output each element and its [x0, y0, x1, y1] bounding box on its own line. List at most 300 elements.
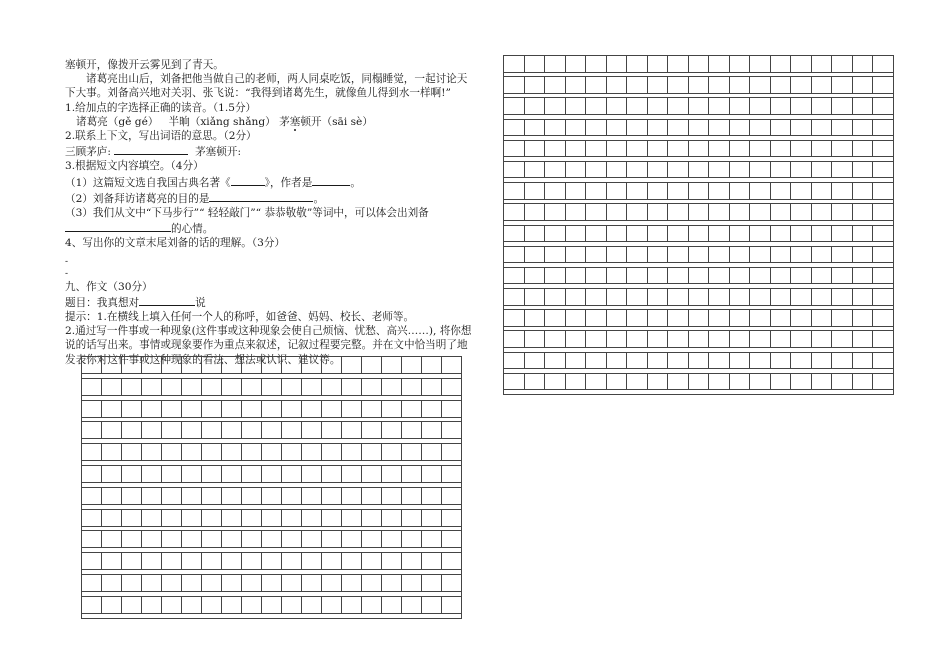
- grid-cell[interactable]: [402, 357, 422, 374]
- grid-cell[interactable]: [771, 331, 792, 348]
- grid-cell[interactable]: [812, 183, 833, 200]
- grid-cell[interactable]: [853, 183, 874, 200]
- grid-cell[interactable]: [302, 488, 322, 505]
- grid-cell[interactable]: [342, 422, 362, 439]
- grid-cell[interactable]: [791, 98, 812, 115]
- grid-cell[interactable]: [122, 401, 142, 418]
- grid-cell[interactable]: [162, 597, 182, 614]
- grid-cell[interactable]: [302, 575, 322, 592]
- grid-cell[interactable]: [668, 162, 689, 179]
- grid-cell[interactable]: [442, 466, 462, 483]
- grid-cell[interactable]: [832, 141, 853, 158]
- grid-cell[interactable]: [342, 575, 362, 592]
- grid-cell[interactable]: [730, 353, 751, 370]
- grid-cell[interactable]: [750, 331, 771, 348]
- grid-cell[interactable]: [791, 374, 812, 391]
- grid-cell[interactable]: [812, 310, 833, 327]
- grid-cell[interactable]: [648, 353, 669, 370]
- grid-cell[interactable]: [832, 353, 853, 370]
- grid-cell[interactable]: [222, 466, 242, 483]
- grid-cell[interactable]: [102, 597, 122, 614]
- grid-cell[interactable]: [262, 553, 282, 570]
- grid-cell[interactable]: [853, 247, 874, 264]
- grid-cell[interactable]: [222, 422, 242, 439]
- grid-cell[interactable]: [382, 531, 402, 548]
- grid-cell[interactable]: [730, 120, 751, 137]
- grid-cell[interactable]: [442, 379, 462, 396]
- grid-cell[interactable]: [182, 466, 202, 483]
- grid-cell[interactable]: [302, 444, 322, 461]
- grid-cell[interactable]: [82, 422, 102, 439]
- grid-cell[interactable]: [362, 488, 382, 505]
- grid-cell[interactable]: [853, 353, 874, 370]
- grid-cell[interactable]: [122, 575, 142, 592]
- grid-cell[interactable]: [627, 268, 648, 285]
- grid-cell[interactable]: [545, 141, 566, 158]
- grid-cell[interactable]: [182, 553, 202, 570]
- grid-cell[interactable]: [566, 374, 587, 391]
- grid-cell[interactable]: [242, 357, 262, 374]
- grid-cell[interactable]: [402, 531, 422, 548]
- grid-cell[interactable]: [668, 331, 689, 348]
- grid-cell[interactable]: [202, 357, 222, 374]
- grid-cell[interactable]: [102, 531, 122, 548]
- grid-cell[interactable]: [627, 289, 648, 306]
- grid-cell[interactable]: [442, 401, 462, 418]
- grid-cell[interactable]: [648, 141, 669, 158]
- grid-cell[interactable]: [262, 575, 282, 592]
- grid-cell[interactable]: [322, 401, 342, 418]
- grid-cell[interactable]: [709, 268, 730, 285]
- grid-cell[interactable]: [853, 374, 874, 391]
- grid-cell[interactable]: [545, 331, 566, 348]
- grid-cell[interactable]: [648, 120, 669, 137]
- grid-cell[interactable]: [525, 141, 546, 158]
- grid-cell[interactable]: [771, 353, 792, 370]
- grid-cell[interactable]: [709, 183, 730, 200]
- grid-cell[interactable]: [242, 422, 262, 439]
- grid-cell[interactable]: [142, 466, 162, 483]
- grid-cell[interactable]: [873, 183, 894, 200]
- grid-cell[interactable]: [282, 488, 302, 505]
- grid-cell[interactable]: [873, 98, 894, 115]
- grid-cell[interactable]: [730, 226, 751, 243]
- grid-cell[interactable]: [709, 353, 730, 370]
- grid-cell[interactable]: [504, 56, 525, 73]
- grid-cell[interactable]: [504, 353, 525, 370]
- grid-cell[interactable]: [82, 553, 102, 570]
- grid-cell[interactable]: [322, 553, 342, 570]
- grid-cell[interactable]: [689, 120, 710, 137]
- grid-cell[interactable]: [422, 531, 442, 548]
- grid-cell[interactable]: [82, 488, 102, 505]
- grid-cell[interactable]: [771, 310, 792, 327]
- grid-cell[interactable]: [586, 374, 607, 391]
- grid-cell[interactable]: [162, 531, 182, 548]
- grid-cell[interactable]: [566, 183, 587, 200]
- grid-cell[interactable]: [242, 488, 262, 505]
- grid-cell[interactable]: [442, 488, 462, 505]
- grid-cell[interactable]: [812, 374, 833, 391]
- grid-cell[interactable]: [566, 353, 587, 370]
- grid-cell[interactable]: [812, 141, 833, 158]
- grid-cell[interactable]: [162, 422, 182, 439]
- grid-cell[interactable]: [832, 374, 853, 391]
- grid-cell[interactable]: [545, 77, 566, 94]
- grid-cell[interactable]: [322, 422, 342, 439]
- grid-cell[interactable]: [202, 401, 222, 418]
- grid-cell[interactable]: [812, 204, 833, 221]
- grid-cell[interactable]: [689, 204, 710, 221]
- grid-cell[interactable]: [873, 353, 894, 370]
- grid-cell[interactable]: [122, 553, 142, 570]
- grid-cell[interactable]: [82, 575, 102, 592]
- grid-cell[interactable]: [607, 141, 628, 158]
- grid-cell[interactable]: [791, 268, 812, 285]
- grid-cell[interactable]: [182, 422, 202, 439]
- grid-cell[interactable]: [730, 183, 751, 200]
- grid-cell[interactable]: [242, 575, 262, 592]
- grid-cell[interactable]: [730, 56, 751, 73]
- grid-cell[interactable]: [142, 488, 162, 505]
- grid-cell[interactable]: [750, 374, 771, 391]
- grid-cell[interactable]: [382, 401, 402, 418]
- grid-cell[interactable]: [771, 204, 792, 221]
- grid-cell[interactable]: [709, 331, 730, 348]
- grid-cell[interactable]: [82, 510, 102, 527]
- grid-cell[interactable]: [873, 77, 894, 94]
- grid-cell[interactable]: [504, 268, 525, 285]
- grid-cell[interactable]: [442, 422, 462, 439]
- grid-cell[interactable]: [791, 310, 812, 327]
- grid-cell[interactable]: [566, 204, 587, 221]
- grid-cell[interactable]: [402, 444, 422, 461]
- grid-cell[interactable]: [771, 268, 792, 285]
- grid-cell[interactable]: [182, 444, 202, 461]
- grid-cell[interactable]: [566, 120, 587, 137]
- grid-cell[interactable]: [709, 247, 730, 264]
- grid-cell[interactable]: [282, 379, 302, 396]
- grid-cell[interactable]: [82, 531, 102, 548]
- grid-cell[interactable]: [812, 268, 833, 285]
- grid-cell[interactable]: [873, 331, 894, 348]
- grid-cell[interactable]: [627, 162, 648, 179]
- grid-cell[interactable]: [648, 226, 669, 243]
- grid-cell[interactable]: [832, 120, 853, 137]
- grid-cell[interactable]: [545, 226, 566, 243]
- grid-cell[interactable]: [750, 98, 771, 115]
- grid-cell[interactable]: [566, 289, 587, 306]
- grid-cell[interactable]: [282, 553, 302, 570]
- grid-cell[interactable]: [222, 357, 242, 374]
- grid-cell[interactable]: [750, 247, 771, 264]
- grid-cell[interactable]: [607, 247, 628, 264]
- grid-cell[interactable]: [242, 401, 262, 418]
- feeling-blank[interactable]: [65, 220, 171, 232]
- grid-cell[interactable]: [82, 597, 102, 614]
- grid-cell[interactable]: [607, 204, 628, 221]
- grid-cell[interactable]: [102, 357, 122, 374]
- grid-cell[interactable]: [607, 353, 628, 370]
- grid-cell[interactable]: [730, 162, 751, 179]
- grid-cell[interactable]: [586, 226, 607, 243]
- grid-cell[interactable]: [142, 575, 162, 592]
- grid-cell[interactable]: [771, 98, 792, 115]
- grid-cell[interactable]: [222, 401, 242, 418]
- grid-cell[interactable]: [832, 56, 853, 73]
- grid-cell[interactable]: [504, 226, 525, 243]
- answer-blank[interactable]: [114, 143, 188, 155]
- grid-cell[interactable]: [504, 120, 525, 137]
- grid-cell[interactable]: [607, 331, 628, 348]
- grid-cell[interactable]: [442, 444, 462, 461]
- grid-cell[interactable]: [202, 422, 222, 439]
- grid-cell[interactable]: [82, 444, 102, 461]
- grid-cell[interactable]: [362, 379, 382, 396]
- grid-cell[interactable]: [442, 531, 462, 548]
- grid-cell[interactable]: [689, 226, 710, 243]
- grid-cell[interactable]: [832, 77, 853, 94]
- grid-cell[interactable]: [545, 204, 566, 221]
- grid-cell[interactable]: [322, 357, 342, 374]
- grid-cell[interactable]: [812, 98, 833, 115]
- grid-cell[interactable]: [282, 466, 302, 483]
- grid-cell[interactable]: [668, 141, 689, 158]
- grid-cell[interactable]: [302, 531, 322, 548]
- grid-cell[interactable]: [832, 162, 853, 179]
- grid-cell[interactable]: [122, 379, 142, 396]
- grid-cell[interactable]: [627, 77, 648, 94]
- grid-cell[interactable]: [342, 401, 362, 418]
- grid-cell[interactable]: [182, 488, 202, 505]
- grid-cell[interactable]: [302, 597, 322, 614]
- grid-cell[interactable]: [504, 247, 525, 264]
- grid-cell[interactable]: [525, 56, 546, 73]
- grid-cell[interactable]: [282, 401, 302, 418]
- grid-cell[interactable]: [262, 422, 282, 439]
- grid-cell[interactable]: [222, 597, 242, 614]
- grid-cell[interactable]: [853, 162, 874, 179]
- grid-cell[interactable]: [162, 488, 182, 505]
- grid-cell[interactable]: [730, 204, 751, 221]
- grid-cell[interactable]: [342, 466, 362, 483]
- grid-cell[interactable]: [689, 247, 710, 264]
- grid-cell[interactable]: [402, 510, 422, 527]
- grid-cell[interactable]: [689, 56, 710, 73]
- grid-cell[interactable]: [566, 310, 587, 327]
- grid-cell[interactable]: [122, 444, 142, 461]
- grid-cell[interactable]: [162, 357, 182, 374]
- grid-cell[interactable]: [709, 374, 730, 391]
- grid-cell[interactable]: [668, 268, 689, 285]
- grid-cell[interactable]: [102, 553, 122, 570]
- grid-cell[interactable]: [791, 183, 812, 200]
- grid-cell[interactable]: [771, 183, 792, 200]
- grid-cell[interactable]: [791, 353, 812, 370]
- grid-cell[interactable]: [545, 289, 566, 306]
- grid-cell[interactable]: [102, 401, 122, 418]
- grid-cell[interactable]: [162, 510, 182, 527]
- grid-cell[interactable]: [627, 98, 648, 115]
- grid-cell[interactable]: [832, 268, 853, 285]
- grid-cell[interactable]: [627, 310, 648, 327]
- grid-cell[interactable]: [832, 247, 853, 264]
- grid-cell[interactable]: [771, 77, 792, 94]
- grid-cell[interactable]: [342, 357, 362, 374]
- grid-cell[interactable]: [545, 183, 566, 200]
- grid-cell[interactable]: [586, 268, 607, 285]
- grid-cell[interactable]: [607, 98, 628, 115]
- grid-cell[interactable]: [545, 120, 566, 137]
- grid-cell[interactable]: [422, 444, 442, 461]
- grid-cell[interactable]: [382, 444, 402, 461]
- grid-cell[interactable]: [202, 379, 222, 396]
- grid-cell[interactable]: [162, 575, 182, 592]
- grid-cell[interactable]: [402, 379, 422, 396]
- grid-cell[interactable]: [545, 247, 566, 264]
- grid-cell[interactable]: [382, 597, 402, 614]
- grid-cell[interactable]: [262, 597, 282, 614]
- grid-cell[interactable]: [627, 374, 648, 391]
- composition-grid-right[interactable]: [503, 55, 894, 395]
- grid-cell[interactable]: [586, 310, 607, 327]
- grid-cell[interactable]: [342, 531, 362, 548]
- grid-cell[interactable]: [222, 553, 242, 570]
- grid-cell[interactable]: [627, 141, 648, 158]
- grid-cell[interactable]: [504, 289, 525, 306]
- composition-grid-left[interactable]: [81, 356, 462, 619]
- grid-cell[interactable]: [627, 183, 648, 200]
- grid-cell[interactable]: [648, 77, 669, 94]
- grid-cell[interactable]: [750, 56, 771, 73]
- grid-cell[interactable]: [607, 56, 628, 73]
- grid-cell[interactable]: [242, 597, 262, 614]
- grid-cell[interactable]: [382, 422, 402, 439]
- grid-cell[interactable]: [422, 401, 442, 418]
- grid-cell[interactable]: [709, 310, 730, 327]
- grid-cell[interactable]: [668, 204, 689, 221]
- grid-cell[interactable]: [730, 268, 751, 285]
- grid-cell[interactable]: [607, 374, 628, 391]
- grid-cell[interactable]: [525, 226, 546, 243]
- grid-cell[interactable]: [504, 162, 525, 179]
- grid-cell[interactable]: [648, 162, 669, 179]
- grid-cell[interactable]: [668, 56, 689, 73]
- grid-cell[interactable]: [689, 98, 710, 115]
- grid-cell[interactable]: [627, 331, 648, 348]
- grid-cell[interactable]: [873, 226, 894, 243]
- grid-cell[interactable]: [142, 510, 162, 527]
- grid-cell[interactable]: [402, 553, 422, 570]
- grid-cell[interactable]: [750, 268, 771, 285]
- grid-cell[interactable]: [689, 310, 710, 327]
- grid-cell[interactable]: [668, 183, 689, 200]
- grid-cell[interactable]: [689, 268, 710, 285]
- grid-cell[interactable]: [771, 289, 792, 306]
- grid-cell[interactable]: [627, 56, 648, 73]
- grid-cell[interactable]: [142, 553, 162, 570]
- grid-cell[interactable]: [812, 226, 833, 243]
- grid-cell[interactable]: [648, 310, 669, 327]
- grid-cell[interactable]: [545, 374, 566, 391]
- grid-cell[interactable]: [730, 77, 751, 94]
- grid-cell[interactable]: [362, 466, 382, 483]
- grid-cell[interactable]: [102, 466, 122, 483]
- grid-cell[interactable]: [422, 488, 442, 505]
- grid-cell[interactable]: [362, 553, 382, 570]
- grid-cell[interactable]: [853, 310, 874, 327]
- grid-cell[interactable]: [668, 374, 689, 391]
- grid-cell[interactable]: [689, 183, 710, 200]
- grid-cell[interactable]: [342, 510, 362, 527]
- grid-cell[interactable]: [442, 357, 462, 374]
- grid-cell[interactable]: [242, 379, 262, 396]
- grid-cell[interactable]: [648, 204, 669, 221]
- grid-cell[interactable]: [730, 331, 751, 348]
- grid-cell[interactable]: [362, 510, 382, 527]
- grid-cell[interactable]: [689, 374, 710, 391]
- grid-cell[interactable]: [202, 575, 222, 592]
- grid-cell[interactable]: [525, 289, 546, 306]
- grid-cell[interactable]: [242, 466, 262, 483]
- grid-cell[interactable]: [422, 357, 442, 374]
- grid-cell[interactable]: [525, 98, 546, 115]
- grid-cell[interactable]: [750, 141, 771, 158]
- grid-cell[interactable]: [122, 357, 142, 374]
- grid-cell[interactable]: [402, 401, 422, 418]
- grid-cell[interactable]: [282, 531, 302, 548]
- grid-cell[interactable]: [791, 289, 812, 306]
- grid-cell[interactable]: [322, 466, 342, 483]
- grid-cell[interactable]: [853, 289, 874, 306]
- grid-cell[interactable]: [362, 575, 382, 592]
- grid-cell[interactable]: [648, 247, 669, 264]
- grid-cell[interactable]: [202, 466, 222, 483]
- grid-cell[interactable]: [586, 353, 607, 370]
- grid-cell[interactable]: [648, 268, 669, 285]
- grid-cell[interactable]: [362, 531, 382, 548]
- grid-cell[interactable]: [586, 289, 607, 306]
- grid-cell[interactable]: [525, 331, 546, 348]
- grid-cell[interactable]: [182, 510, 202, 527]
- grid-cell[interactable]: [873, 247, 894, 264]
- grid-cell[interactable]: [566, 98, 587, 115]
- grid-cell[interactable]: [566, 77, 587, 94]
- grid-cell[interactable]: [402, 466, 422, 483]
- grid-cell[interactable]: [566, 226, 587, 243]
- grid-cell[interactable]: [730, 247, 751, 264]
- grid-cell[interactable]: [750, 120, 771, 137]
- grid-cell[interactable]: [873, 141, 894, 158]
- grid-cell[interactable]: [771, 56, 792, 73]
- grid-cell[interactable]: [322, 575, 342, 592]
- grid-cell[interactable]: [771, 226, 792, 243]
- grid-cell[interactable]: [102, 422, 122, 439]
- grid-cell[interactable]: [282, 575, 302, 592]
- grid-cell[interactable]: [709, 56, 730, 73]
- grid-cell[interactable]: [668, 98, 689, 115]
- grid-cell[interactable]: [791, 77, 812, 94]
- grid-cell[interactable]: [442, 575, 462, 592]
- grid-cell[interactable]: [122, 488, 142, 505]
- grid-cell[interactable]: [586, 247, 607, 264]
- grid-cell[interactable]: [566, 331, 587, 348]
- grid-cell[interactable]: [545, 98, 566, 115]
- grid-cell[interactable]: [607, 183, 628, 200]
- grid-cell[interactable]: [586, 56, 607, 73]
- grid-cell[interactable]: [422, 379, 442, 396]
- grid-cell[interactable]: [832, 289, 853, 306]
